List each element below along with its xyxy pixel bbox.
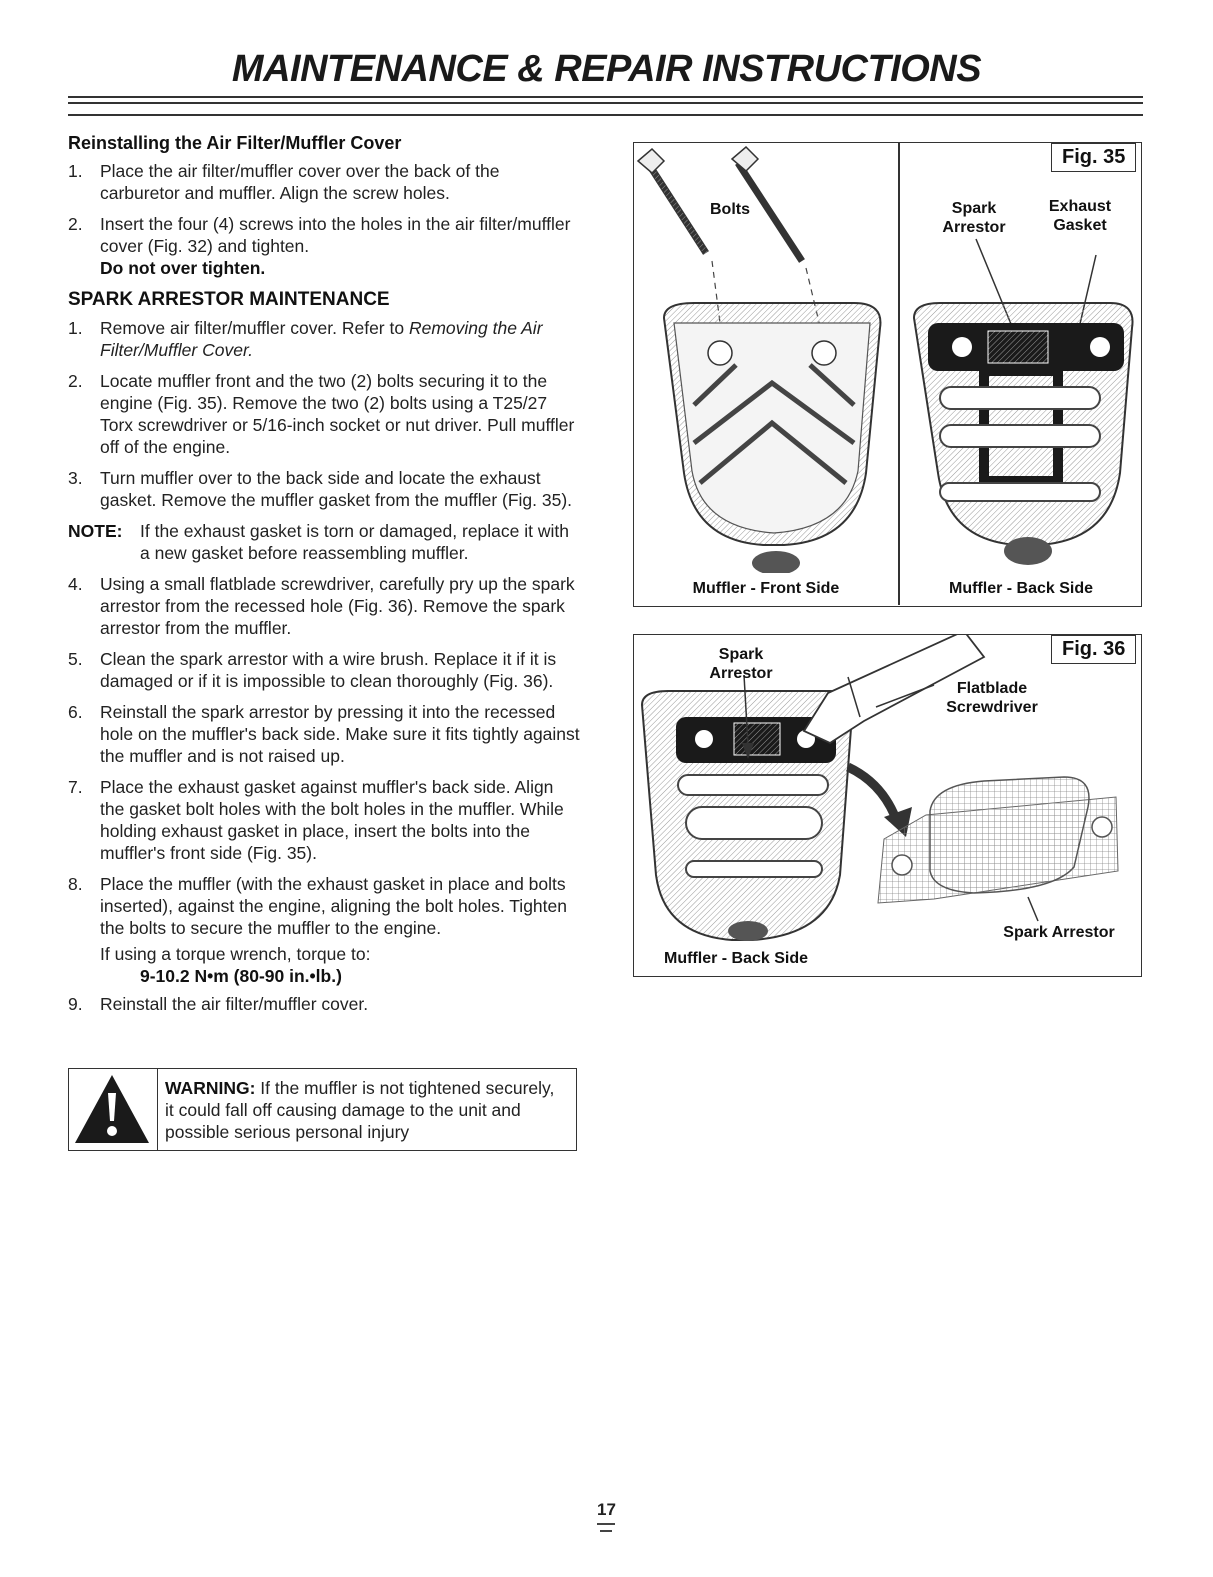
torque-intro: If using a torque wrench, torque to:: [100, 944, 371, 964]
step-text: Remove air filter/muffler cover. Refer to: [100, 318, 409, 338]
spark-arrestor-top-text: Spark Arrestor: [709, 646, 773, 682]
list-item: [68, 993, 580, 1015]
header-rule-bottom: [68, 114, 1143, 116]
spark-steps: [68, 317, 580, 511]
figure-35: [633, 142, 1142, 607]
step-text: Place the air filter/muffler cover over the back of the carburetor and muffler. Align the screw holes.: [100, 161, 500, 203]
step-number: 1.: [68, 318, 83, 338]
bolts-label: Bolts: [710, 201, 750, 218]
list-item: [68, 873, 580, 939]
note: [68, 520, 580, 564]
step-text: Place the muffler (with the exhaust gasket in place and bolts inserted), against the engine, aligning the bolt holes. Tighten the bolts to secure the muffler to the engine.: [100, 874, 567, 938]
step-number: 7.: [68, 777, 83, 797]
list-item: [68, 701, 580, 767]
step-text: Clean the spark arrestor with a wire brush. Replace it if it is damaged or if it is impossible to clean thoroughly (Fig. 36).: [100, 649, 557, 691]
figure-36: [633, 634, 1142, 977]
header-rule-top: [68, 96, 1143, 98]
warning-text-block: [165, 1077, 567, 1143]
step-number: 6.: [68, 702, 83, 722]
muffler-back-caption-36: Muffler - Back Side: [664, 950, 809, 967]
step-number: 8.: [68, 874, 83, 894]
exhaust-gasket-label: [1038, 197, 1122, 235]
step-text: Locate muffler front and the two (2) bolts securing it to the engine (Fig. 35). Remove the two (2) bolts using a T25/27 Torx screwdriver or 5/16-inch socket or nut driver. Pull muffler off of the engine.: [100, 371, 575, 457]
warning-text: If the muffler is not tightened securely, it could fall off causing damage to the unit and possible serious personal injury: [165, 1078, 555, 1142]
spark-arrestor-text: Spark Arrestor: [942, 200, 1006, 236]
warning-box: [68, 1068, 577, 1151]
list-item: [68, 213, 580, 279]
flatblade-screwdriver-label: [938, 679, 1046, 717]
step-number: 5.: [68, 649, 83, 669]
reinstall-heading: Reinstalling the Air Filter/Muffler Cover: [68, 133, 402, 153]
step-text: Insert the four (4) screws into the holes in the air filter/muffler cover (Fig. 32) and tighten.: [100, 214, 571, 256]
spark-arrestor-heading: SPARK ARRESTOR MAINTENANCE: [68, 289, 390, 310]
step-text: Reinstall the spark arrestor by pressing it into the recessed hole on the muffler's back side. Make sure it fits tightly against the muffler and is not raised up.: [100, 702, 580, 766]
spark-arrestor-part-label: Spark Arrestor: [1003, 924, 1115, 941]
step-text: Reinstall the air filter/muffler cover.: [100, 994, 369, 1014]
page-title: MAINTENANCE & REPAIR INSTRUCTIONS: [231, 48, 982, 90]
step-text: Using a small flatblade screwdriver, carefully pry up the spark arrestor from the recessed hole (Fig. 36). Remove the spark arrestor from the muffler.: [100, 574, 575, 638]
flatblade-screwdriver-text: Flatblade Screwdriver: [946, 680, 1038, 716]
step-number: 2.: [68, 371, 83, 391]
list-item: [68, 776, 580, 864]
page-number-rule-2: [600, 1530, 612, 1532]
instructions-column: [68, 132, 580, 1024]
muffler-front-illustration: [634, 143, 896, 573]
warning-icon-cell: [69, 1069, 158, 1150]
torque-value: 9-10.2 N•m (80-90 in.•lb.): [140, 966, 342, 986]
exhaust-gasket-text: Exhaust Gasket: [1048, 198, 1112, 234]
step-number: 9.: [68, 994, 83, 1014]
reinstall-steps: [68, 160, 580, 279]
step-text: Turn muffler over to the back side and locate the exhaust gasket. Remove the muffler gasket from the muffler (Fig. 35).: [100, 468, 573, 510]
step-number: 4.: [68, 574, 83, 594]
step-number: 1.: [68, 161, 83, 181]
list-item: [68, 317, 580, 361]
step-number: 2.: [68, 214, 83, 234]
spark-steps-final: [68, 993, 580, 1015]
muffler-back-caption: Muffler - Back Side: [948, 580, 1094, 597]
page-number: 17: [597, 1500, 616, 1519]
list-item: [68, 573, 580, 639]
spark-arrestor-top-label: [700, 645, 782, 683]
muffler-front-caption: Muffler - Front Side: [692, 580, 840, 597]
figure-35-label: Fig. 35: [1051, 143, 1136, 172]
list-item: [68, 160, 580, 204]
step-text: Place the exhaust gasket against muffler's back side. Align the gasket bolt holes with the bolt holes in the muffler. While holding exhaust gasket in place, insert the bolts into the muffler's front side (Fig. 35).: [100, 777, 564, 863]
spark-arrestor-label: [930, 199, 1018, 237]
page-number-rule: [597, 1523, 615, 1525]
figure-36-label: Fig. 36: [1051, 635, 1136, 664]
step-reference: Removing the Air Filter/Muffler Cover.: [100, 318, 543, 360]
note-label: NOTE:: [68, 521, 123, 541]
torque-block: [68, 943, 580, 987]
warning-label: WARNING:: [165, 1078, 256, 1098]
do-not-over-tighten: Do not over tighten.: [100, 258, 266, 278]
note-text: If the exhaust gasket is torn or damaged, replace it with a new gasket before reassembling muffler.: [140, 521, 569, 563]
step-number: 3.: [68, 468, 83, 488]
warning-triangle-icon: [69, 1069, 155, 1149]
list-item: [68, 648, 580, 692]
list-item: [68, 370, 580, 458]
spark-steps-continued: [68, 573, 580, 939]
list-item: [68, 467, 580, 511]
header-rule-middle: [68, 102, 1143, 104]
